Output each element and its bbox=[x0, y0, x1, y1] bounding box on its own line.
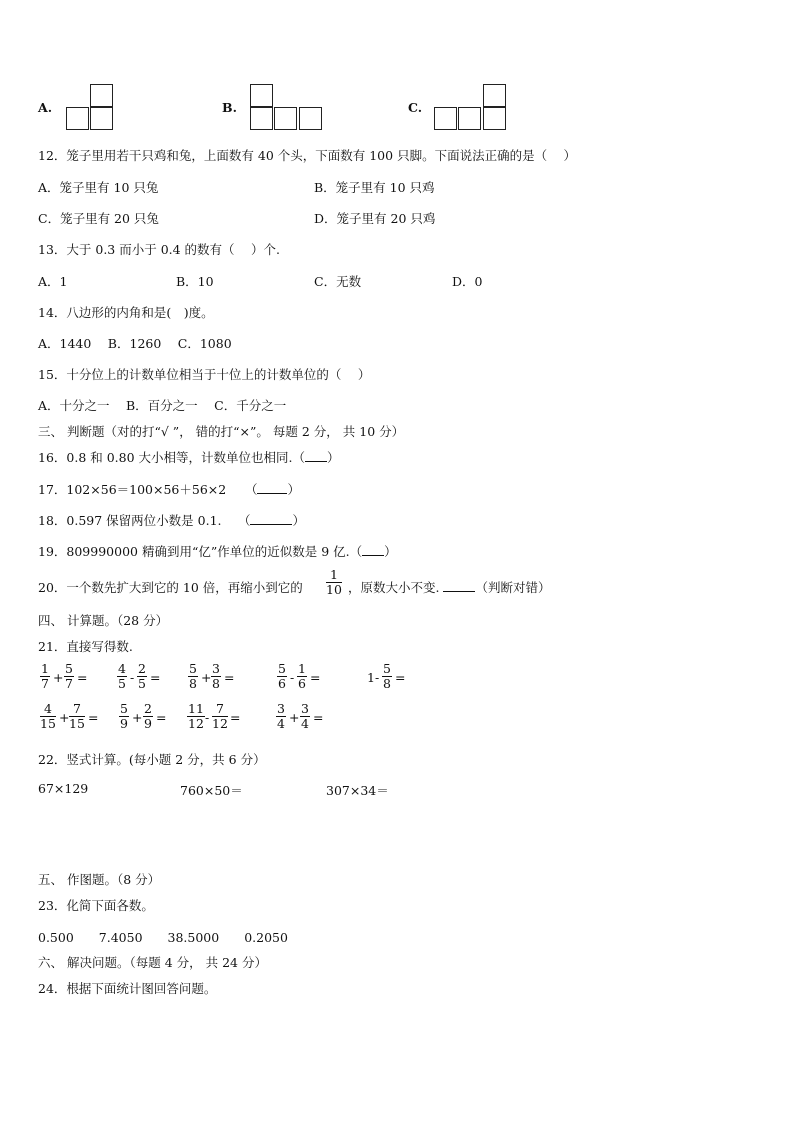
fraction: $\frac{5}{7}$ bbox=[65, 661, 73, 691]
question-22: 22．竖式计算。(每小题 2 分，共 6 分） bbox=[38, 752, 266, 767]
section-4-heading: 四、 计算题。（28 分） bbox=[38, 613, 169, 628]
question-18: 18．0.597 保留两位小数是 0.1. （ ） bbox=[38, 513, 305, 528]
operator: + bbox=[132, 710, 143, 725]
equals: = bbox=[230, 710, 241, 725]
option-b-label: B. bbox=[222, 100, 237, 115]
fraction: $\frac{2}{5}$ bbox=[138, 661, 146, 691]
q15-options: A．十分之一 B．百分之一 C．千分之一 bbox=[38, 398, 287, 413]
q12-option-c: C．笼子里有 20 只兔 bbox=[38, 211, 159, 226]
q14-options: A．1440 B．1260 C．1080 bbox=[38, 336, 232, 351]
equals: = bbox=[224, 670, 235, 685]
fraction: $\frac{3}{4}$ bbox=[277, 701, 285, 731]
question-17: 17．102×56＝100×56＋56×2 （ ） bbox=[38, 482, 300, 497]
question-20-after: ，原数大小不变. （判断对错） bbox=[348, 580, 551, 595]
question-15: 15．十分位上的计数单位相当于十位上的计数单位的（ ） bbox=[38, 367, 371, 382]
q12-option-a: A．笼子里有 10 只兔 bbox=[38, 180, 159, 195]
equals: = bbox=[310, 670, 321, 685]
q13-option-c: C．无数 bbox=[314, 274, 362, 289]
question-24: 24．根据下面统计图回答问题。 bbox=[38, 981, 217, 996]
figure-a bbox=[66, 84, 116, 132]
section-3-heading: 三、 判断题（对的打“√ ”， 错的打“×”。 每题 2 分， 共 10 分） bbox=[38, 424, 405, 439]
fraction: $\frac{7}{15}$ bbox=[69, 701, 85, 731]
q22-problem-3: 307×34＝ bbox=[326, 783, 389, 798]
equals: = bbox=[313, 710, 324, 725]
section-6-heading: 六、 解决问题。（每题 4 分， 共 24 分） bbox=[38, 955, 267, 970]
figure-b bbox=[250, 84, 326, 132]
equals: = bbox=[395, 670, 406, 685]
equals: = bbox=[156, 710, 167, 725]
fraction: $\frac{5}{9}$ bbox=[120, 701, 128, 731]
fraction: $\frac{1}{7}$ bbox=[41, 661, 49, 691]
equals: = bbox=[88, 710, 99, 725]
operator: + bbox=[201, 670, 212, 685]
question-23: 23．化简下面各数。 bbox=[38, 898, 154, 913]
question-16: 16．0.8 和 0.80 大小相等，计数单位也相同.（ ） bbox=[38, 450, 340, 465]
question-14: 14．八边形的内角和是( )度。 bbox=[38, 305, 214, 320]
question-12: 12．笼子里用若干只鸡和兔，上面数有 40 个头，下面数有 100 只脚。下面说法正确的是（ ） bbox=[38, 148, 577, 163]
q13-option-b: B．10 bbox=[176, 274, 214, 289]
fraction: $\frac{1}{6}$ bbox=[298, 661, 306, 691]
fraction: $\frac{4}{15}$ bbox=[40, 701, 56, 731]
fraction: $\frac{4}{5}$ bbox=[118, 661, 126, 691]
fraction: $\frac{5}{6}$ bbox=[278, 661, 286, 691]
question-21: 21．直接写得数. bbox=[38, 639, 133, 654]
equals: = bbox=[150, 670, 161, 685]
question-13: 13．大于 0.3 而小于 0.4 的数有（ ）个. bbox=[38, 242, 281, 257]
prefix: 1- bbox=[367, 670, 380, 685]
q12-option-b: B．笼子里有 10 只鸡 bbox=[314, 180, 435, 195]
figure-c bbox=[434, 84, 510, 132]
operator: + bbox=[289, 710, 300, 725]
option-c-label: C. bbox=[408, 100, 423, 115]
section-5-heading: 五、 作图题。（8 分） bbox=[38, 872, 161, 887]
q13-option-a: A．1 bbox=[38, 274, 68, 289]
q20-fraction: $\frac{1}{10}$ bbox=[326, 567, 342, 597]
fraction: $\frac{11}{12}$ bbox=[188, 701, 204, 731]
question-20-text: 20．一个数先扩大到它的 10 倍，再缩小到它的 bbox=[38, 580, 303, 595]
fraction: $\frac{5}{8}$ bbox=[383, 661, 391, 691]
question-19: 19．809990000 精确到用“亿”作单位的近似数是 9 亿.（ ） bbox=[38, 544, 397, 559]
fraction: $\frac{3}{8}$ bbox=[212, 661, 220, 691]
q22-problem-2: 760×50＝ bbox=[180, 783, 243, 798]
operator: - bbox=[205, 710, 210, 725]
q12-option-d: D．笼子里有 20 只鸡 bbox=[314, 211, 436, 226]
fraction: $\frac{2}{9}$ bbox=[144, 701, 152, 731]
option-a-label: A. bbox=[38, 100, 53, 115]
fraction: $\frac{5}{8}$ bbox=[189, 661, 197, 691]
operator: + bbox=[53, 670, 64, 685]
fraction: $\frac{3}{4}$ bbox=[301, 701, 309, 731]
fraction: $\frac{7}{12}$ bbox=[212, 701, 228, 731]
q13-option-d: D．0 bbox=[452, 274, 483, 289]
q22-problem-1: 67×129 bbox=[38, 781, 89, 796]
operator: - bbox=[290, 670, 295, 685]
operator: - bbox=[130, 670, 135, 685]
q23-numbers: 0.500 7.4050 38.5000 0.2050 bbox=[38, 930, 288, 945]
equals: = bbox=[77, 670, 88, 685]
operator: + bbox=[59, 710, 70, 725]
